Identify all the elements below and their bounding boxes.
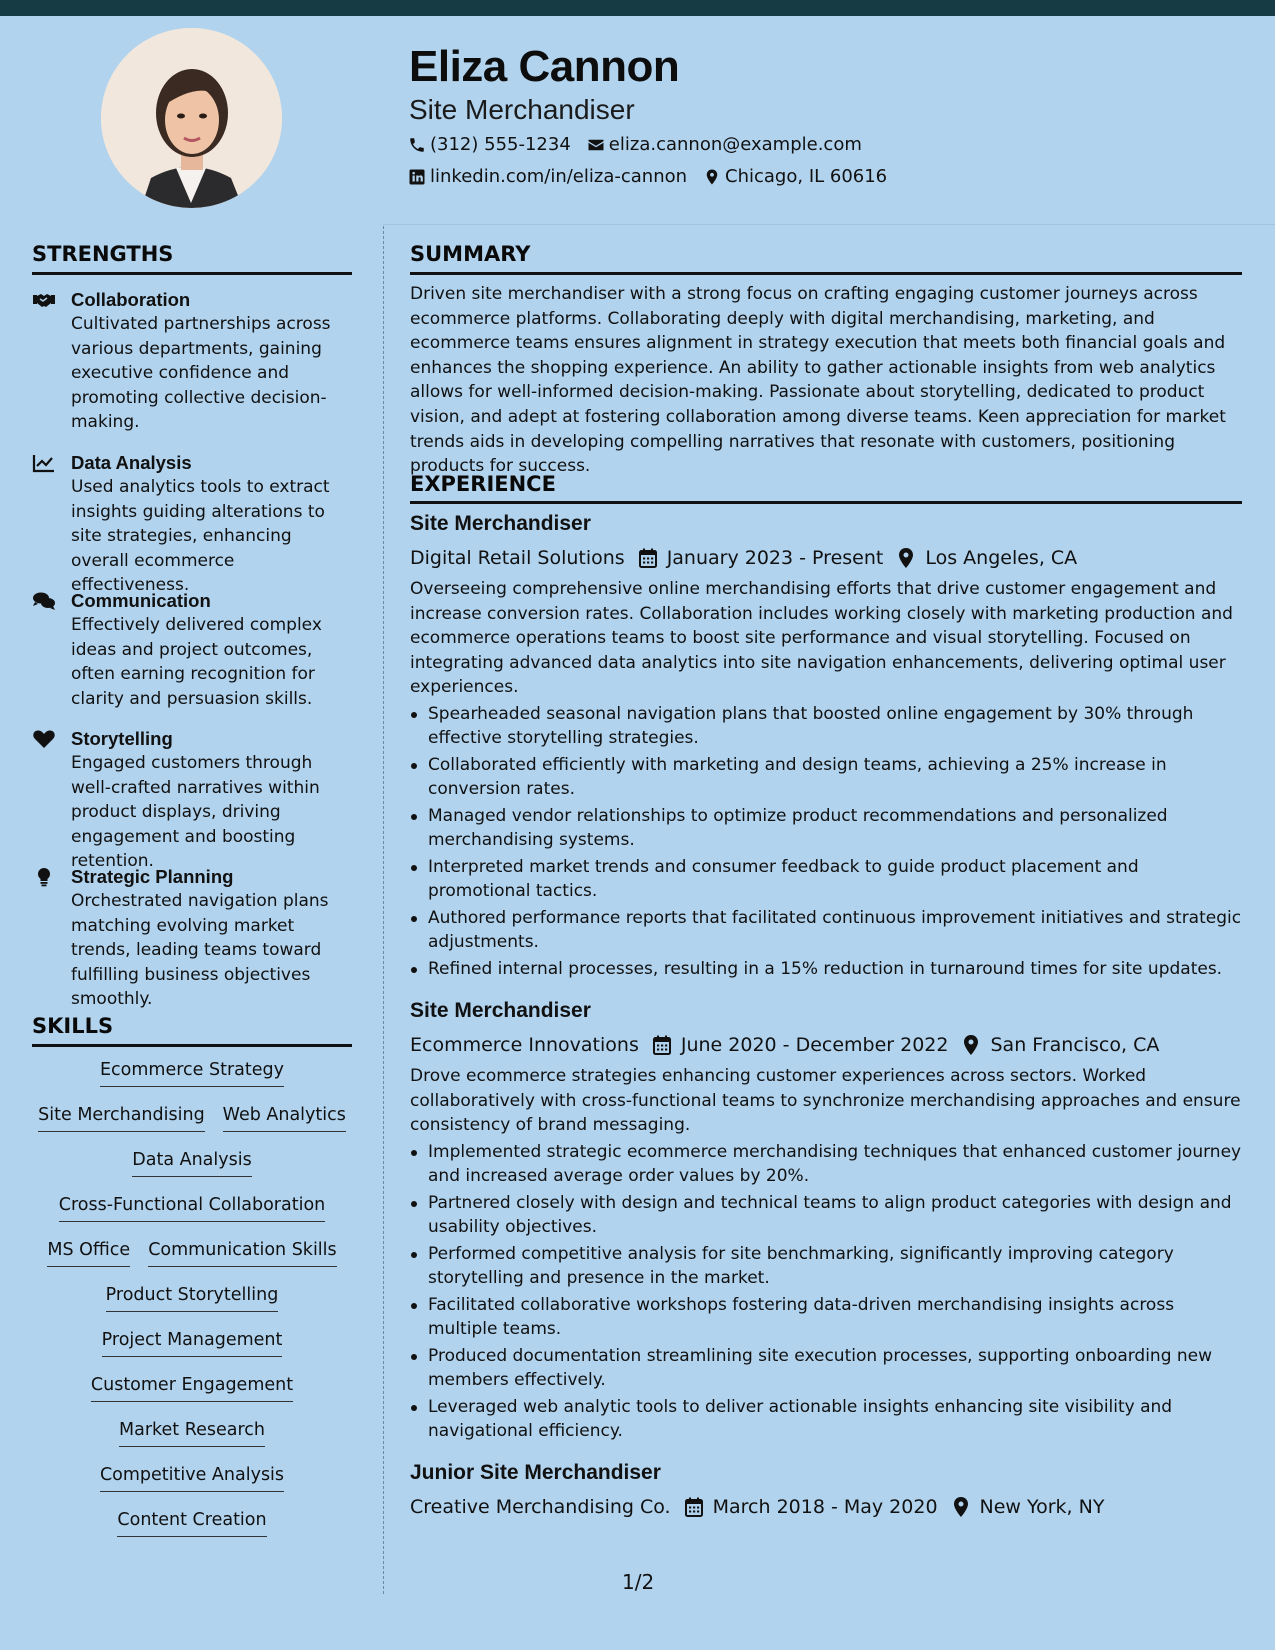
envelope-icon [587,136,605,154]
skill-tag: Cross-Functional Collaboration [59,1195,326,1222]
experience-rule [410,501,1242,504]
job-dates [685,1496,938,1518]
strengths-heading: STRENGTHS [32,242,174,266]
heart-icon [32,729,56,749]
linkedin-icon [408,168,426,186]
skill-tag: MS Office [47,1240,130,1267]
skill-tag: Project Management [102,1330,283,1357]
phone-text: (312) 555-1234 [430,134,571,155]
job-dates [653,1034,949,1056]
summary-heading: SUMMARY [410,242,531,266]
job-bullet: Performed competitive analysis for site benchmarking, significantly improving category storytelling and presence in the market. [410,1242,1242,1291]
job-entry [410,1459,1242,1523]
phone-contact[interactable] [408,134,571,155]
job-location-text: Los Angeles, CA [925,547,1078,569]
strength-title: Collaboration [71,289,191,310]
strengths-rule [32,272,352,275]
strength-desc: Cultivated partnerships across various departments, gaining executive confidence and promoting collective decision-making. [71,314,331,432]
job-bullet: Produced documentation streamlining site execution processes, supporting onboarding new members effectively. [410,1344,1242,1393]
skills-heading: SKILLS [32,1014,114,1038]
calendar-icon [653,1035,671,1055]
map-pin-icon [897,548,915,568]
strength-title: Data Analysis [71,452,192,473]
handshake-icon [32,290,56,310]
linkedin-contact[interactable] [408,166,687,187]
summary-text: Driven site merchandiser with a strong focus on crafting engaging customer journeys across ecommerce platforms. Collaborating deeply with digital merchandising, marketing, and ecommerce teams ensures alignment in strategy execution that meets both financial goals and enhances the shopping experience. An ability to gather actionable insights from web analytics allows for well-informed decision-making. Passionate about storytelling, dedicated to product vision, and adept at fostering collaboration among diverse teams. Keen appreciation for market trends aids in developing compelling narratives that resonate with customers, positioning products for success. [410,284,1226,477]
skill-tag: Customer Engagement [91,1375,293,1402]
email-contact[interactable] [587,134,862,155]
job-title: Junior Site Merchandiser [410,1461,661,1484]
strength-item [32,727,352,874]
phone-icon [408,136,426,154]
skill-tag: Data Analysis [132,1150,251,1177]
job-bullet: Authored performance reports that facilitated continuous improvement initiatives and strategic adjustments. [410,906,1242,955]
job-bullet: Refined internal processes, resulting in a 15% reduction in turnaround times for site updates. [410,957,1242,982]
skill-tag: Product Storytelling [106,1285,279,1312]
job-location [897,547,1077,569]
job-bullet: Implemented strategic ecommerce merchandising techniques that enhanced customer journey and increased average order values by 20%. [410,1140,1242,1189]
page-number: 1/2 [622,1570,655,1594]
job-entry [410,997,1242,1446]
calendar-icon [639,548,657,568]
job-description: Drove ecommerce strategies enhancing customer experiences across sectors. Worked collaboratively with cross-functional teams to synchronize merchandising approaches and ensure consistency of brand messaging. [410,1066,1241,1135]
email-text: eliza.cannon@example.com [608,134,862,155]
job-company: Digital Retail Solutions [410,547,625,569]
column-divider [383,226,384,1594]
profile-photo [101,28,282,208]
skills-list [32,1060,352,1555]
skill-tag: Market Research [119,1420,265,1447]
lightbulb-icon [32,867,56,887]
job-dates-text: March 2018 - May 2020 [712,1496,938,1518]
strength-title: Storytelling [71,728,173,749]
contact-row-2 [408,166,903,187]
map-pin-icon [952,1497,970,1517]
strength-item [32,451,352,598]
job-location-text: New York, NY [979,1496,1105,1518]
strength-item [32,589,352,711]
job-meta [410,542,1242,574]
candidate-title: Site Merchandiser [409,94,635,125]
strength-title: Communication [71,590,211,611]
job-title: Site Merchandiser [410,512,591,535]
strength-desc: Effectively delivered complex ideas and project outcomes, often earning recognition for clarity and persuasion skills. [71,615,322,709]
location-text: Chicago, IL 60616 [725,166,888,187]
candidate-name: Eliza Cannon [409,42,680,91]
skills-rule [32,1044,352,1047]
job-dates-text: June 2020 - December 2022 [680,1034,949,1056]
job-bullet: Facilitated collaborative workshops fostering data-driven merchandising insights across multiple teams. [410,1293,1242,1342]
strength-item [32,288,352,435]
experience-heading: EXPERIENCE [410,472,556,496]
job-bullet: Leveraged web analytic tools to deliver actionable insights enhancing site visibility and navigational efficiency. [410,1395,1242,1444]
job-location [962,1034,1159,1056]
job-bullets [410,1140,1242,1444]
map-pin-icon [703,168,721,186]
job-description: Overseeing comprehensive online merchandising efforts that drive customer engagement and increase conversion rates. Collaboration includes working closely with marketing production and ecommerce operations teams to boost site performance and visual storytelling. Focused on integrating advanced data analytics into site navigation enhancements, delivering optimal user experiences. [410,579,1233,697]
job-bullets [410,702,1242,982]
job-meta [410,1029,1242,1061]
header-divider [383,224,1275,225]
strength-desc: Engaged customers through well-crafted narratives within product displays, driving engagement and boosting retention. [71,753,320,871]
strength-desc: Orchestrated navigation plans matching evolving market trends, leading teams toward fulfilling business objectives smoothly. [71,891,329,1009]
job-entry [410,510,1242,983]
linkedin-text: linkedin.com/in/eliza-cannon [430,166,688,187]
map-pin-icon [962,1035,980,1055]
chart-line-icon [32,453,56,473]
skill-tag: Content Creation [117,1510,266,1537]
job-company: Creative Merchandising Co. [410,1496,671,1518]
job-dates-text: January 2023 - Present [666,547,884,569]
job-bullet: Spearheaded seasonal navigation plans that boosted online engagement by 30% through effective storytelling strategies. [410,702,1242,751]
calendar-icon [685,1497,703,1517]
job-dates [639,547,884,569]
comments-icon [32,591,56,611]
job-meta [410,1491,1242,1523]
job-location-text: San Francisco, CA [990,1034,1160,1056]
job-title: Site Merchandiser [410,999,591,1022]
summary-rule [410,272,1242,275]
strength-item [32,865,352,1012]
top-bar [0,0,1275,16]
skill-tag: Ecommerce Strategy [100,1060,284,1087]
job-bullet: Interpreted market trends and consumer feedback to guide product placement and promotional tactics. [410,855,1242,904]
job-company: Ecommerce Innovations [410,1034,639,1056]
location-contact [703,166,887,187]
skill-tag: Site Merchandising [38,1105,205,1132]
skill-tag: Communication Skills [148,1240,336,1267]
strength-title: Strategic Planning [71,866,234,887]
job-bullet: Managed vendor relationships to optimize product recommendations and personalized merchandising systems. [410,804,1242,853]
skill-tag: Web Analytics [223,1105,346,1132]
contact-row-1 [408,134,878,155]
strength-desc: Used analytics tools to extract insights guiding alterations to site strategies, enhancing overall ecommerce effectiveness. [71,477,330,595]
job-bullet: Collaborated efficiently with marketing and design teams, achieving a 25% increase in conversion rates. [410,753,1242,802]
skill-tag: Competitive Analysis [100,1465,284,1492]
job-bullet: Partnered closely with design and technical teams to align product categories with design and usability objectives. [410,1191,1242,1240]
job-location [952,1496,1105,1518]
